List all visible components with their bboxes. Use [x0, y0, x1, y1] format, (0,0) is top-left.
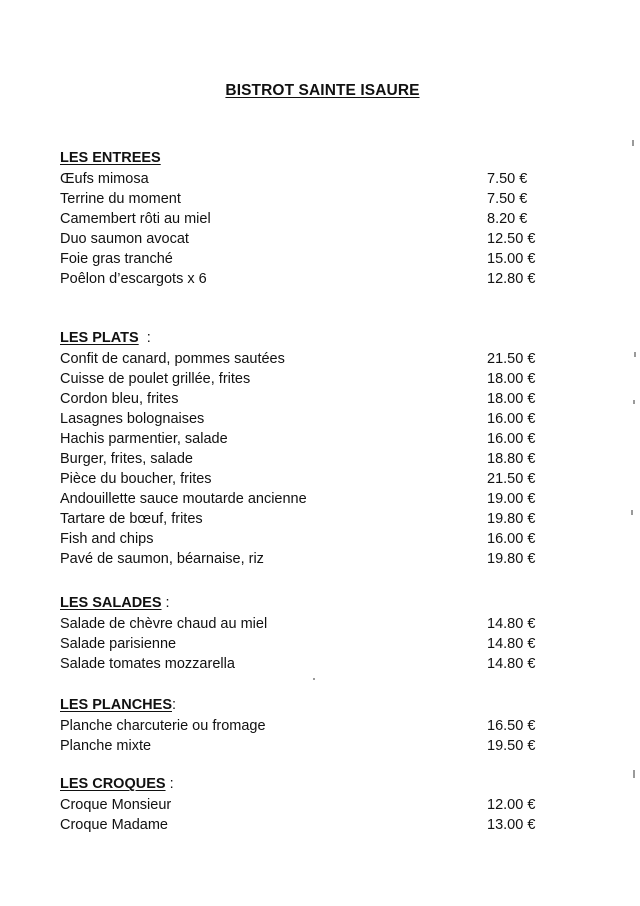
section-heading: LES CROQUES : [60, 776, 174, 792]
menu-item [60, 349, 560, 369]
menu-item [60, 169, 560, 189]
scan-speck [634, 352, 636, 357]
menu-item-price: 19.00 € [487, 491, 536, 507]
menu-item-price: 13.00 € [487, 817, 536, 833]
menu-item [60, 529, 560, 549]
menu-item-price: 16.50 € [487, 718, 536, 734]
menu-item-price: 19.80 € [487, 551, 536, 567]
menu-item [60, 369, 560, 389]
menu-item [60, 269, 560, 289]
menu-item-price: 16.00 € [487, 431, 536, 447]
menu-item-name: Burger, frites, salade [60, 451, 193, 467]
menu-item-price: 16.00 € [487, 411, 536, 427]
menu-item [60, 189, 560, 209]
menu-item-name: Pièce du boucher, frites [60, 471, 212, 487]
menu-item [60, 654, 560, 674]
menu-item-name: Lasagnes bolognaises [60, 411, 205, 427]
menu-item-name: Cordon bleu, frites [60, 391, 179, 407]
menu-item-name: Foie gras tranché [60, 251, 173, 267]
menu-item-price: 18.00 € [487, 371, 536, 387]
menu-item-price: 14.80 € [487, 656, 536, 672]
menu-item-price: 15.00 € [487, 251, 536, 267]
section-heading-label: LES PLATS [60, 330, 139, 346]
menu-item-price: 8.20 € [487, 211, 528, 227]
section-plats [60, 329, 560, 569]
section-croques [60, 775, 560, 835]
section-heading-label: LES PLANCHES [60, 697, 172, 713]
scan-speck [313, 678, 315, 680]
restaurant-title [0, 82, 640, 100]
menu-item-price: 21.50 € [487, 351, 536, 367]
menu-item-name: Croque Madame [60, 817, 168, 833]
menu-item-price: 19.50 € [487, 738, 536, 754]
menu-item-price: 12.80 € [487, 271, 536, 287]
menu-item-name: Salade tomates mozzarella [60, 656, 235, 672]
menu-item [60, 614, 560, 634]
restaurant-title-text: BISTROT SAINTE ISAURE [225, 82, 420, 99]
menu-item [60, 229, 560, 249]
menu-item [60, 795, 560, 815]
menu-item [60, 716, 560, 736]
section-heading: LES SALADES : [60, 595, 170, 611]
scan-speck [631, 510, 633, 515]
menu-item-name: Poêlon d’escargots x 6 [60, 271, 207, 287]
section-heading-label: LES CROQUES [60, 776, 166, 792]
menu-item-price: 7.50 € [487, 191, 528, 207]
section-planches [60, 696, 560, 756]
menu-item [60, 736, 560, 756]
menu-item-price: 19.80 € [487, 511, 536, 527]
section-heading-label: LES SALADES [60, 595, 162, 611]
scan-speck [633, 400, 635, 404]
menu-item-price: 18.80 € [487, 451, 536, 467]
menu-item-name: Croque Monsieur [60, 797, 172, 813]
menu-item [60, 209, 560, 229]
menu-item [60, 469, 560, 489]
menu-item-price: 12.00 € [487, 797, 536, 813]
menu-item-price: 18.00 € [487, 391, 536, 407]
menu-item-name: Terrine du moment [60, 191, 181, 207]
menu-item [60, 489, 560, 509]
menu-item-name: Tartare de bœuf, frites [60, 511, 203, 527]
menu-item-price: 7.50 € [487, 171, 528, 187]
menu-item-price: 21.50 € [487, 471, 536, 487]
menu-item-price: 14.80 € [487, 616, 536, 632]
section-salades [60, 594, 560, 674]
section-heading: LES PLATS : [60, 330, 151, 346]
menu-item [60, 249, 560, 269]
menu-item-name: Planche charcuterie ou fromage [60, 718, 266, 734]
section-heading: LES PLANCHES: [60, 697, 177, 713]
section-entrees [60, 149, 560, 289]
section-heading-label: LES ENTREES [60, 150, 161, 166]
menu-item-name: Planche mixte [60, 738, 152, 754]
menu-item-price: 14.80 € [487, 636, 536, 652]
menu-item [60, 815, 560, 835]
menu-item-name: Camembert rôti au miel [60, 211, 211, 227]
menu-item-name: Andouillette sauce moutarde ancienne [60, 491, 307, 507]
menu-item-name: Confit de canard, pommes sautées [60, 351, 285, 367]
section-heading [60, 149, 560, 168]
menu-item [60, 389, 560, 409]
menu-item [60, 409, 560, 429]
scan-speck [633, 770, 635, 778]
menu-item [60, 509, 560, 529]
menu-item-name: Duo saumon avocat [60, 231, 189, 247]
scan-speck [632, 140, 634, 146]
menu-item-price: 16.00 € [487, 531, 536, 547]
menu-item-name: Pavé de saumon, béarnaise, riz [60, 551, 264, 567]
menu-item-name: Salade parisienne [60, 636, 177, 652]
menu-item [60, 449, 560, 469]
menu-item [60, 634, 560, 654]
menu-item [60, 429, 560, 449]
menu-item-name: Œufs mimosa [60, 171, 149, 187]
menu-item [60, 549, 560, 569]
menu-item-price: 12.50 € [487, 231, 536, 247]
menu-item-name: Cuisse de poulet grillée, frites [60, 371, 251, 387]
menu-item-name: Hachis parmentier, salade [60, 431, 228, 447]
menu-item-name: Salade de chèvre chaud au miel [60, 616, 268, 632]
menu-item-name: Fish and chips [60, 531, 154, 547]
